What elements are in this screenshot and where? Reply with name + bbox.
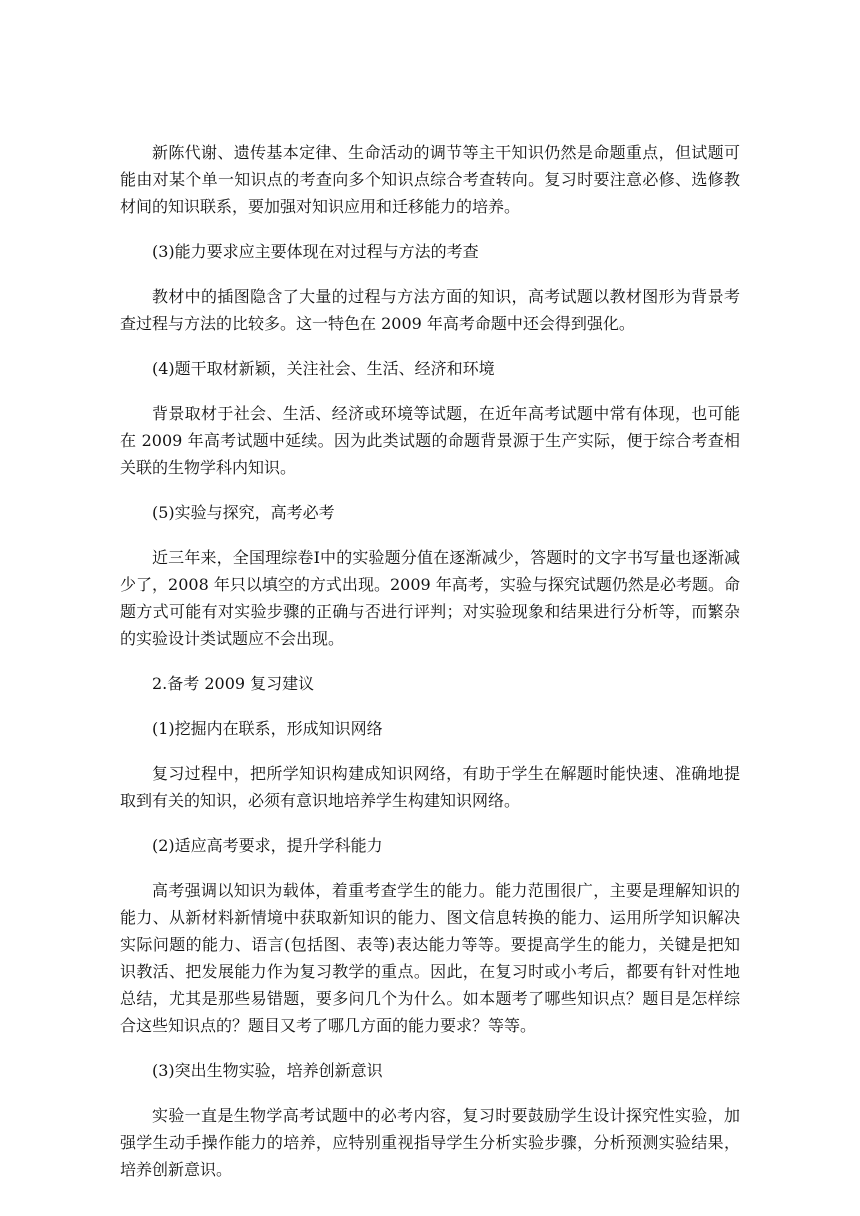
heading-knowledge-network: (1)挖掘内在联系，形成知识网络 <box>152 719 383 738</box>
paragraph-experiment-trend: 近三年来，全国理综卷Ⅰ中的实验题分值在逐渐减少，答题时的文字书写量也逐渐减少了，2008 年只以填空的方式出现。2009 年高考，实验与探究试题仍然是必考题。命题方式可能有对实验步骤的正确与否进行评判；对实验现象和结果进行分析等，而繁杂的实验设计类试题应不会出现。 <box>120 548 740 648</box>
paragraph-knowledge-network: 复习过程中，把所学知识构建成知识网络，有助于学生在解题时能快速、准确地提取到有关的知识，必须有意识地培养学生构建知识网络。 <box>120 764 740 810</box>
section-heading-review-suggestions: 2.备考 2009 复习建议 <box>152 674 315 693</box>
heading-experiment-inquiry: (5)实验与探究，高考必考 <box>152 503 335 522</box>
paragraph-biology-experiment: 实验一直是生物学高考试题中的必考内容，复习时要鼓励学生设计探究性实验，加强学生动手操作能力的培养，应特别重视指导学生分析实验步骤，分析预测实验结果，培养创新意识。 <box>120 1106 740 1179</box>
paragraph-subject-ability: 高考强调以知识为载体，着重考查学生的能力。能力范围很广，主要是理解知识的能力、从新材料新情境中获取新知识的能力、图文信息转换的能力、运用所学知识解决实际问题的能力、语言(包括图、表等)表达能力等等。要提高学生的能力，关键是把知识教活、把发展能力作为复习教学的重点。因此，在复习时或小考后，都要有针对性地总结，尤其是那些易错题，要多问几个为什么。如本题考了哪些知识点？题目是怎样综合这些知识点的？题目又考了哪几方面的能力要求？等等。 <box>120 881 740 1035</box>
document-page <box>120 139 740 1201</box>
paragraph-background-materials: 背景取材于社会、生活、经济或环境等试题，在近年高考试题中常有体现，也可能在 2009 年高考试题中延续。因为此类试题的命题背景源于生产实际，便于综合考查相关联的生物学科内知识。 <box>120 404 740 477</box>
heading-ability-process-method: (3)能力要求应主要体现在对过程与方法的考查 <box>152 242 479 261</box>
paragraph-main-knowledge: 新陈代谢、遗传基本定律、生命活动的调节等主干知识仍然是命题重点，但试题可能由对某个单一知识点的考查向多个知识点综合考查转向。复习时要注意必修、选修教材间的知识联系，要加强对知识应用和迁移能力的培养。 <box>120 143 740 216</box>
heading-novel-materials: (4)题干取材新颖，关注社会、生活、经济和环境 <box>152 359 495 378</box>
paragraph-textbook-illustrations: 教材中的插图隐含了大量的过程与方法方面的知识，高考试题以教材图形为背景考查过程与方法的比较多。这一特色在 2009 年高考命题中还会得到强化。 <box>120 287 740 333</box>
heading-subject-ability: (2)适应高考要求，提升学科能力 <box>152 836 383 855</box>
heading-biology-experiment: (3)突出生物实验，培养创新意识 <box>152 1061 383 1080</box>
